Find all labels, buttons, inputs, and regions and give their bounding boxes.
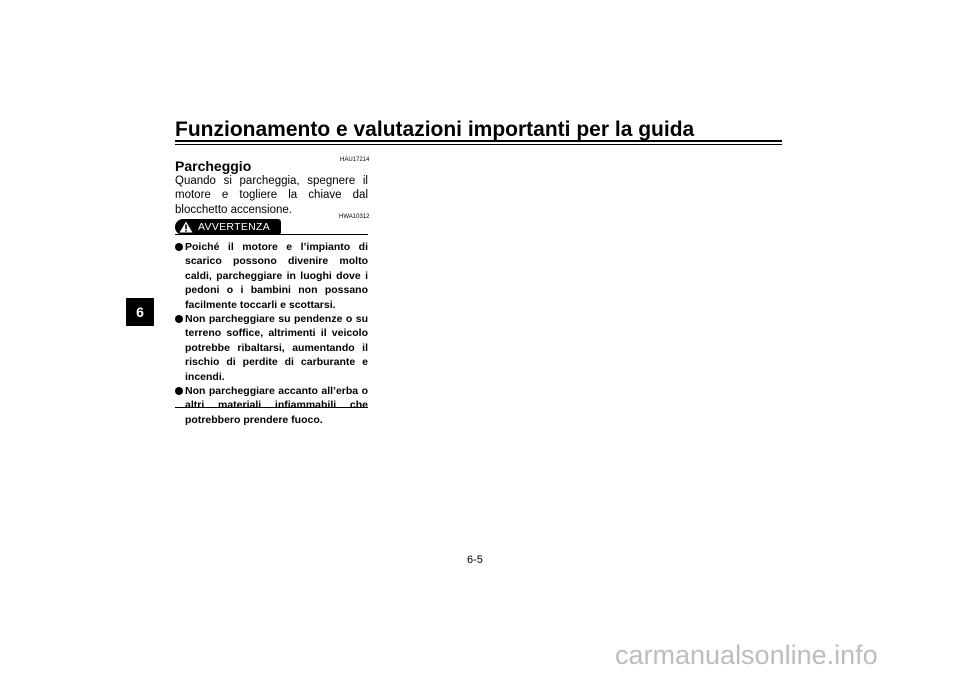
header-rule-thin <box>175 144 782 145</box>
warning-list <box>175 240 368 427</box>
watermark: carmanualsonline.info <box>615 640 878 670</box>
section-title: Parcheggio <box>175 158 252 174</box>
warning-item <box>175 240 368 312</box>
warning-ref-code: HWA10312 <box>339 214 370 220</box>
section-ref-code: HAU17214 <box>340 157 370 163</box>
warning-badge <box>175 219 281 235</box>
warning-item-text: Poiché il motore e l’impianto di scarico possono divenire molto caldi, parcheggiare in luoghi dove i pedoni o i bambini non possano facilmente toccarli e scottarsi. <box>185 241 368 311</box>
page-title: Funzionamento e valutazioni importanti per la guida <box>175 118 695 141</box>
header-rule <box>175 140 782 142</box>
warning-triangle-icon <box>179 221 193 233</box>
chapter-tab: 6 <box>126 298 154 326</box>
bullet-icon <box>175 243 183 251</box>
bullet-icon <box>175 387 183 395</box>
warning-rule-bottom <box>175 407 368 408</box>
warning-label: AVVERTENZA <box>198 221 271 233</box>
section-body: Quando si parcheggia, spegnere il motore e togliere la chiave dal blocchetto accensione. <box>175 175 368 216</box>
warning-item-text: Non parcheggiare su pendenze o su terreno soffice, altrimenti il veicolo potrebbe ribaltarsi, aumentando il rischio di perdite di carburante e incendi. <box>185 313 368 383</box>
warning-item <box>175 312 368 384</box>
page-number: 6-5 <box>467 554 483 566</box>
bullet-icon <box>175 315 183 323</box>
warning-item-text: Non parcheggiare accanto all’erba o altri materiali infiammabili che potrebbero prendere fuoco. <box>185 385 368 426</box>
warning-item <box>175 384 368 427</box>
warning-rule-top <box>175 234 368 235</box>
